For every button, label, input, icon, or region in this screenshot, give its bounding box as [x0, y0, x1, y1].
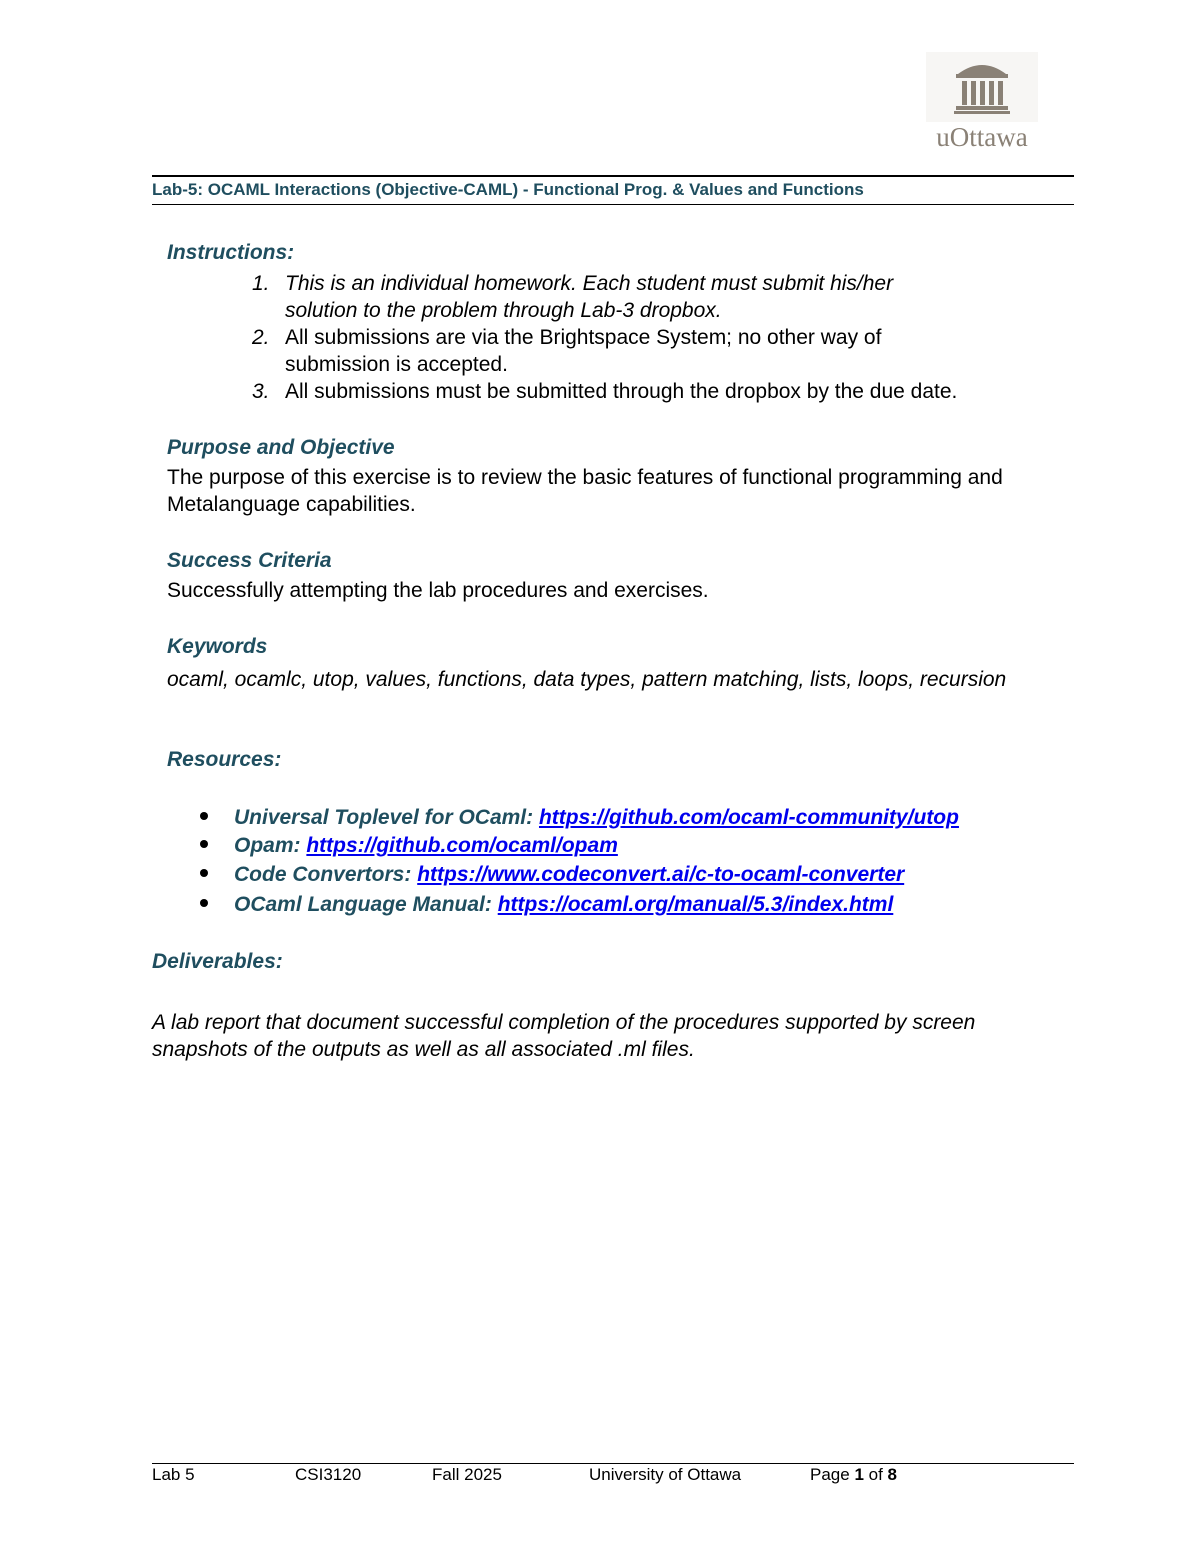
list-item: [200, 834, 618, 858]
bullet-icon: [200, 869, 208, 877]
resource-link[interactable]: https://ocaml.org/manual/5.3/index.html: [497, 893, 894, 916]
university-logo: [926, 52, 1038, 154]
list-item-number: 2.: [252, 326, 270, 349]
resources-heading: Resources:: [167, 748, 282, 771]
resource-label: Universal Toplevel for OCaml:: [234, 806, 534, 829]
bullet-icon: [200, 812, 208, 820]
list-item: [200, 806, 959, 830]
deliverables-text: A lab report that document successful completion of the procedures supported by screen snapshots of the outputs as well as all associated .ml files.: [152, 1011, 976, 1061]
building-icon: [926, 52, 1038, 122]
footer-university: University of Ottawa: [589, 1465, 742, 1484]
page-prefix: Page: [810, 1465, 855, 1484]
purpose-text: The purpose of this exercise is to review the basic features of functional programming and Metalanguage capabilities.: [167, 466, 1003, 516]
resource-link[interactable]: https://github.com/ocaml-community/utop: [538, 806, 959, 829]
header-rule-top: [152, 175, 1074, 177]
resource-label: OCaml Language Manual:: [234, 893, 492, 916]
page-current: 1: [854, 1465, 864, 1484]
list-item-text: All submissions are via the Brightspace System; no other way of submission is accepted.: [285, 326, 882, 376]
instructions-heading: Instructions:: [167, 241, 295, 264]
purpose-heading: Purpose and Objective: [167, 436, 395, 459]
footer-term: Fall 2025: [432, 1465, 502, 1484]
logo-wordmark: uOttawa: [936, 122, 1028, 152]
footer-rule: [152, 1463, 1074, 1464]
footer-lab: Lab 5: [152, 1465, 195, 1484]
list-item-number: 1.: [252, 272, 270, 295]
footer-page-number: [810, 1465, 897, 1485]
success-heading: Success Criteria: [167, 549, 332, 572]
keywords-text: ocaml, ocamlc, utop, values, functions, data types, pattern matching, lists, loops, recursion: [167, 668, 1007, 691]
list-item: [200, 863, 904, 887]
bullet-icon: [200, 840, 208, 848]
bullet-icon: [200, 899, 208, 907]
resource-link[interactable]: https://github.com/ocaml/opam: [306, 834, 618, 857]
resource-label: Code Convertors:: [234, 863, 412, 886]
keywords-heading: Keywords: [167, 635, 268, 658]
header-rule-bottom: [152, 204, 1074, 205]
list-item-number: 3.: [252, 380, 270, 403]
resource-label: Opam:: [234, 834, 301, 857]
deliverables-heading: Deliverables:: [152, 950, 283, 973]
success-text: Successfully attempting the lab procedures and exercises.: [167, 579, 709, 602]
list-item-text: This is an individual homework. Each student must submit his/her solution to the problem through Lab-3 dropbox.: [285, 272, 894, 322]
resource-link[interactable]: https://www.codeconvert.ai/c-to-ocaml-converter: [417, 863, 905, 886]
list-item-text: All submissions must be submitted through the dropbox by the due date.: [285, 380, 958, 403]
page-title: Lab-5: OCAML Interactions (Objective-CAML) - Functional Prog. & Values and Functions: [152, 180, 864, 199]
page-total: 8: [887, 1465, 897, 1484]
page-of: of: [863, 1465, 888, 1484]
footer-course: CSI3120: [295, 1465, 362, 1484]
list-item: [200, 893, 893, 917]
